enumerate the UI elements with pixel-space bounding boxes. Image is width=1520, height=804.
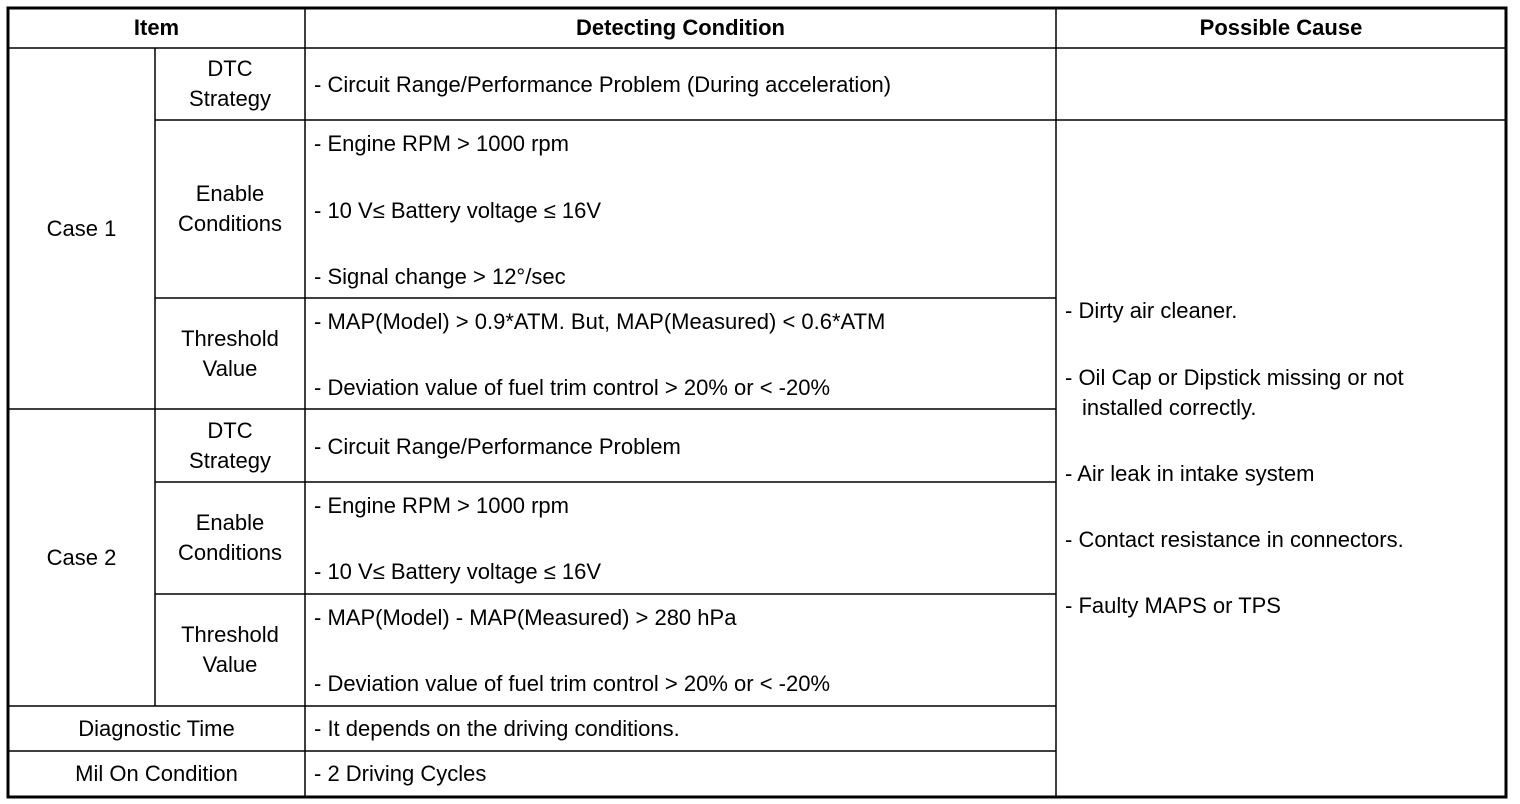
- mil-on-condition-label: Mil On Condition: [75, 761, 238, 786]
- possible-cause-4: - Contact resistance in connectors.: [1065, 527, 1404, 552]
- case1-threshold-value-label: [155, 298, 305, 409]
- label-line: Threshold: [181, 325, 279, 351]
- case2-label: Case 2: [46, 544, 117, 570]
- possible-cause-2: - Oil Cap or Dipstick missing or not: [1065, 365, 1404, 390]
- diagnostic-time-value: - It depends on the driving conditions.: [314, 716, 680, 741]
- label-line: Enable: [195, 181, 265, 206]
- possible-cause-3: - Air leak in intake system: [1065, 461, 1315, 486]
- label-line: DTC: [207, 56, 253, 81]
- case1-threshold-2: - Deviation value of fuel trim control > 20% or < -20%: [314, 375, 831, 400]
- label-line: Enable: [195, 510, 265, 535]
- case1-enable-condition-3: - Signal change > 12°/sec: [314, 264, 566, 289]
- mil-on-condition-value: - 2 Driving Cycles: [314, 761, 487, 786]
- case2-threshold-1: - MAP(Model) - MAP(Measured) > 280 hPa: [314, 605, 737, 630]
- case1-enable-conditions-label: [155, 120, 305, 298]
- case1-threshold-1: - MAP(Model) > 0.9*ATM. But, MAP(Measured) < 0.6*ATM: [314, 309, 886, 334]
- case1-enable-condition-1: - Engine RPM > 1000 rpm: [314, 131, 569, 156]
- header-possible-cause: Possible Cause: [1199, 15, 1363, 40]
- case1-dtc-strategy-value: - Circuit Range/Performance Problem (During acceleration): [314, 72, 892, 97]
- label-line: Strategy: [189, 447, 271, 473]
- case2-enable-condition-1: - Engine RPM > 1000 rpm: [314, 493, 569, 518]
- case1-label: Case 1: [46, 215, 117, 241]
- label-line: Value: [202, 355, 258, 381]
- label-line: Strategy: [189, 86, 271, 111]
- case2-enable-condition-2: - 10 V≤ Battery voltage ≤ 16V: [314, 559, 602, 584]
- case2-dtc-strategy-label: [155, 409, 305, 482]
- case1-enable-condition-2: - 10 V≤ Battery voltage ≤ 16V: [314, 198, 602, 223]
- possible-cause-2-continued: installed correctly.: [1082, 395, 1257, 420]
- header-detecting-condition: Detecting Condition: [576, 15, 785, 40]
- header-item: Item: [133, 15, 180, 40]
- label-line: Conditions: [178, 211, 282, 236]
- diagnostic-time-label: Diagnostic Time: [78, 715, 235, 741]
- label-line: DTC: [207, 417, 253, 443]
- label-line: Value: [202, 652, 258, 677]
- case2-enable-conditions-label: [155, 482, 305, 594]
- label-line: Conditions: [178, 540, 282, 565]
- possible-cause-5: - Faulty MAPS or TPS: [1065, 593, 1281, 618]
- case1-dtc-strategy-label: [155, 48, 305, 120]
- label-line: Threshold: [181, 622, 279, 647]
- case2-threshold-value-label: [155, 594, 305, 706]
- possible-cause-1: - Dirty air cleaner.: [1065, 298, 1238, 323]
- case2-threshold-2: - Deviation value of fuel trim control > 20% or < -20%: [314, 671, 831, 696]
- case2-dtc-strategy-value: - Circuit Range/Performance Problem: [314, 434, 681, 459]
